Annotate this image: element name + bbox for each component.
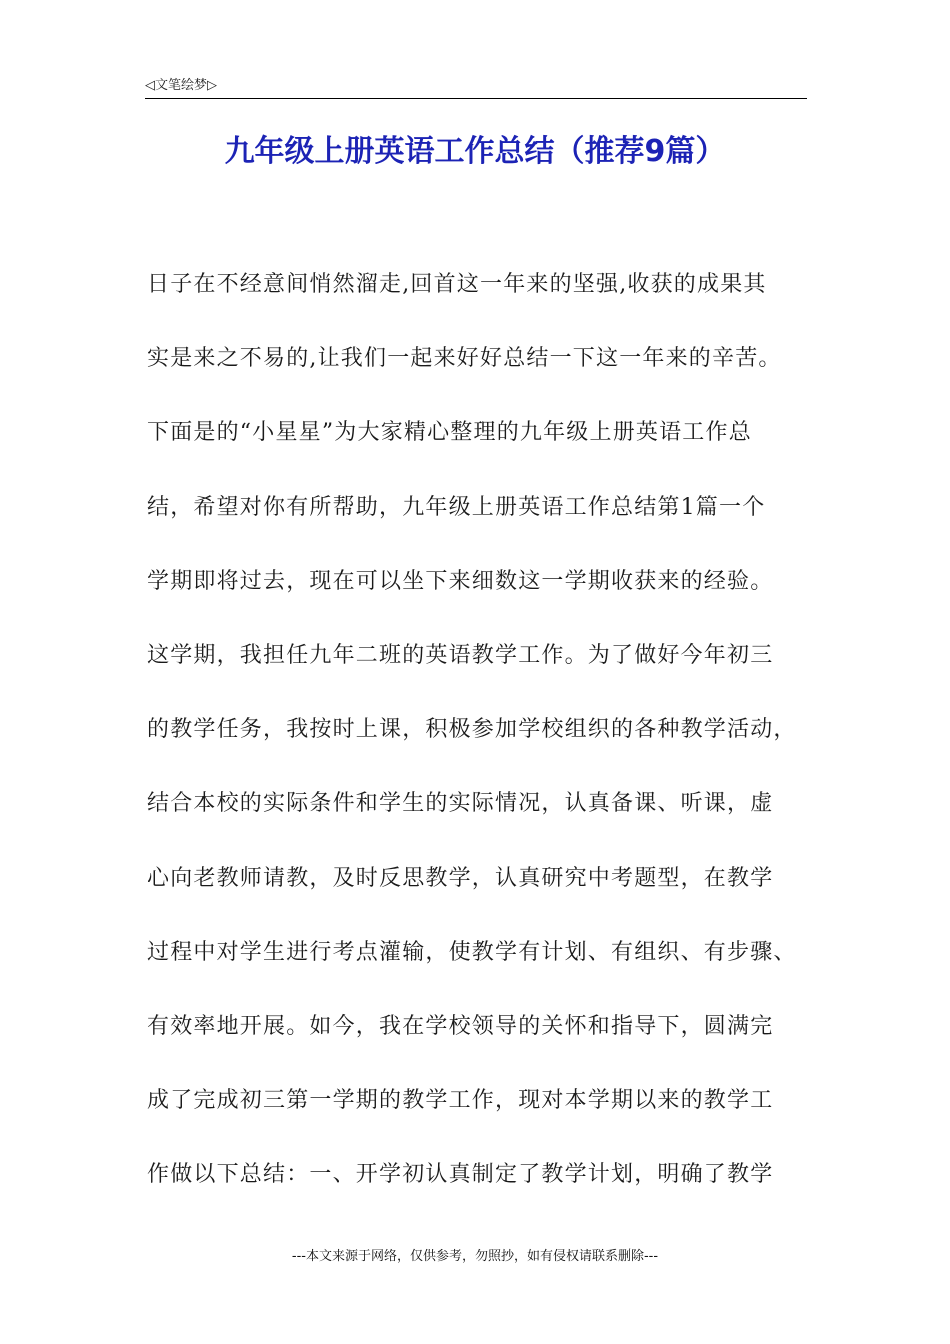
body-line: 结合本校的实际条件和学生的实际情况，认真备课、听课，虚 (147, 791, 774, 817)
body-line: 成了完成初三第一学期的教学工作，现对本学期以来的教学工 (147, 1088, 774, 1114)
page-header (145, 74, 807, 99)
document-body (147, 268, 827, 1232)
body-line: 有效率地开展。如今，我在学校领导的关怀和指导下，圆满完 (147, 1013, 774, 1039)
body-line: 实是来之不易的,让我们一起来好好总结一下这一年来的辛苦。 (147, 346, 782, 372)
body-line: 日子在不经意间悄然溜走,回首这一年来的坚强,收获的成果其 (147, 272, 767, 297)
body-line: 作做以下总结：一、开学初认真制定了教学计划，明确了教学 (147, 1162, 774, 1188)
page-footer: ---本文来源于网络，仅供参考，勿照抄，如有侵权请联系删除--- (291, 1249, 659, 1264)
document-title: 九年级上册英语工作总结（推荐9篇） (224, 134, 726, 169)
header-brand: ◁文笔绘梦▷ (145, 78, 217, 93)
body-line: 下面是的“小星星”为大家精心整理的九年级上册英语工作总 (147, 420, 752, 446)
body-line: 学期即将过去，现在可以坐下来细数这一学期收获来的经验。 (147, 568, 774, 594)
body-line: 过程中对学生进行考点灌输，使教学有计划、有组织、有步骤、 (147, 939, 797, 965)
body-line: 这学期，我担任九年二班的英语教学工作。为了做好今年初三 (147, 642, 774, 668)
body-line: 结，希望对你有所帮助，九年级上册英语工作总结第1篇一个 (147, 494, 766, 520)
body-line: 心向老教师请教，及时反思教学，认真研究中考题型，在教学 (147, 865, 774, 891)
body-line: 的教学任务，我按时上课，积极参加学校组织的各种教学活动， (147, 717, 797, 743)
